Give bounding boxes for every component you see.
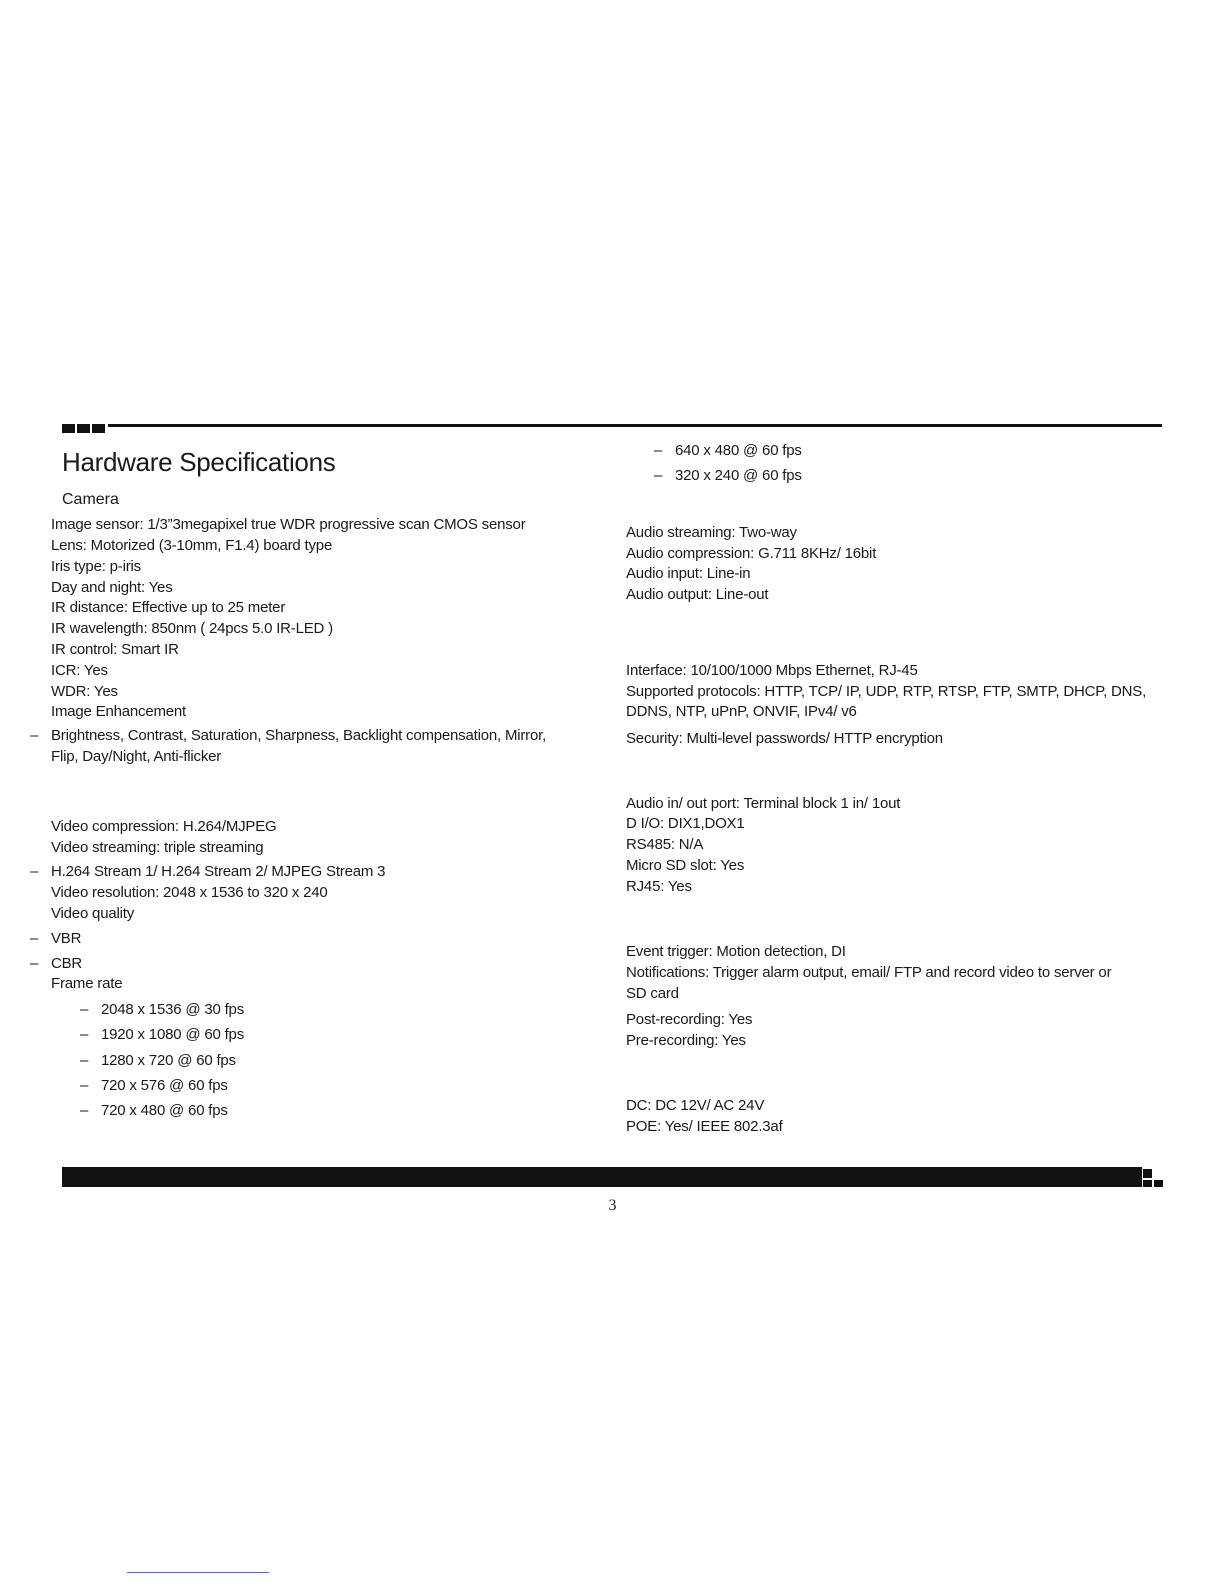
bullet-dash: – bbox=[80, 1077, 89, 1094]
spec-protocols-cont: DDNS, NTP, uPnP, ONVIF, IPv4/ v6 bbox=[626, 703, 857, 720]
spec-frame-rate: Frame rate bbox=[51, 975, 123, 992]
spec-day-night: Day and night: Yes bbox=[51, 579, 173, 596]
header-square-3 bbox=[92, 424, 105, 433]
footer-bar bbox=[62, 1167, 1142, 1187]
spec-enhancement-list: Brightness, Contrast, Saturation, Sharpness, Backlight compensation, Mirror, bbox=[51, 727, 547, 744]
bullet-dash: – bbox=[80, 1026, 89, 1043]
spec-protocols: Supported protocols: HTTP, TCP/ IP, UDP, RTP, RTSP, FTP, SMTP, DHCP, DNS, bbox=[626, 683, 1147, 700]
spec-audio-output: Audio output: Line-out bbox=[626, 586, 769, 603]
bullet-dash: – bbox=[80, 1052, 89, 1069]
spec-post-recording: Post-recording: Yes bbox=[626, 1011, 753, 1028]
header-rule bbox=[108, 424, 1162, 427]
footer-square-3 bbox=[1154, 1180, 1163, 1187]
footer-square-1 bbox=[1143, 1169, 1152, 1178]
spec-enhancement-list-cont: Flip, Day/Night, Anti-flicker bbox=[51, 748, 222, 765]
spec-image-sensor: Image sensor: 1/3”3megapixel true WDR progressive scan CMOS sensor bbox=[51, 516, 526, 533]
spec-audio-streaming: Audio streaming: Two-way bbox=[626, 524, 797, 541]
spec-fps-item: 640 x 480 @ 60 fps bbox=[675, 442, 802, 459]
bullet-dash: – bbox=[80, 1001, 89, 1018]
spec-vbr: VBR bbox=[51, 930, 82, 947]
spec-audio-compression: Audio compression: G.711 8KHz/ 16bit bbox=[626, 545, 877, 562]
spec-ir-distance: IR distance: Effective up to 25 meter bbox=[51, 599, 286, 616]
spec-audio-port: Audio in/ out port: Terminal block 1 in/ 1out bbox=[626, 795, 901, 812]
spec-video-quality: Video quality bbox=[51, 905, 135, 922]
bullet-dash: – bbox=[80, 1102, 89, 1119]
bullet-dash: – bbox=[30, 955, 39, 972]
spec-audio-input: Audio input: Line-in bbox=[626, 565, 751, 582]
spec-ir-wavelength: IR wavelength: 850nm ( 24pcs 5.0 IR-LED ) bbox=[51, 620, 333, 637]
bullet-dash: – bbox=[30, 930, 39, 947]
spec-video-resolution: Video resolution: 2048 x 1536 to 320 x 240 bbox=[51, 884, 328, 901]
spec-cbr: CBR bbox=[51, 955, 83, 972]
page-title: Hardware Specifications bbox=[62, 447, 336, 477]
spec-icr: ICR: Yes bbox=[51, 662, 108, 679]
link-underline bbox=[127, 1572, 269, 1573]
footer-square-2 bbox=[1143, 1180, 1152, 1187]
spec-security: Security: Multi-level passwords/ HTTP encryption bbox=[626, 730, 943, 747]
bullet-dash: – bbox=[30, 727, 39, 744]
header-square-2 bbox=[77, 424, 90, 433]
spec-dio: D I/O: DIX1,DOX1 bbox=[626, 815, 745, 832]
spec-video-compression: Video compression: H.264/MJPEG bbox=[51, 818, 277, 835]
spec-notifications-cont: SD card bbox=[626, 985, 679, 1002]
spec-iris-type: Iris type: p-iris bbox=[51, 558, 141, 575]
spec-video-streaming: Video streaming: triple streaming bbox=[51, 839, 264, 856]
bullet-dash: – bbox=[30, 863, 39, 880]
page-number: 3 bbox=[608, 1197, 617, 1214]
spec-dc-power: DC: DC 12V/ AC 24V bbox=[626, 1097, 765, 1114]
spec-fps-item: 720 x 480 @ 60 fps bbox=[101, 1102, 228, 1119]
header-square-1 bbox=[62, 424, 75, 433]
bullet-dash: – bbox=[654, 442, 663, 459]
section-heading-camera: Camera bbox=[62, 491, 119, 508]
spec-fps-item: 2048 x 1536 @ 30 fps bbox=[101, 1001, 244, 1018]
spec-fps-item: 1920 x 1080 @ 60 fps bbox=[101, 1026, 244, 1043]
spec-pre-recording: Pre-recording: Yes bbox=[626, 1032, 746, 1049]
spec-streams: H.264 Stream 1/ H.264 Stream 2/ MJPEG Stream 3 bbox=[51, 863, 386, 880]
spec-ir-control: IR control: Smart IR bbox=[51, 641, 179, 658]
spec-rs485: RS485: N/A bbox=[626, 836, 704, 853]
spec-lens: Lens: Motorized (3-10mm, F1.4) board type bbox=[51, 537, 333, 554]
spec-wdr: WDR: Yes bbox=[51, 683, 118, 700]
spec-micro-sd: Micro SD slot: Yes bbox=[626, 857, 745, 874]
spec-notifications: Notifications: Trigger alarm output, email/ FTP and record video to server or bbox=[626, 964, 1112, 981]
spec-interface: Interface: 10/100/1000 Mbps Ethernet, RJ-45 bbox=[626, 662, 918, 679]
spec-fps-item: 1280 x 720 @ 60 fps bbox=[101, 1052, 236, 1069]
spec-rj45: RJ45: Yes bbox=[626, 878, 692, 895]
spec-poe: POE: Yes/ IEEE 802.3af bbox=[626, 1118, 783, 1135]
spec-fps-item: 720 x 576 @ 60 fps bbox=[101, 1077, 228, 1094]
bullet-dash: – bbox=[654, 467, 663, 484]
spec-fps-item: 320 x 240 @ 60 fps bbox=[675, 467, 802, 484]
spec-event-trigger: Event trigger: Motion detection, DI bbox=[626, 943, 846, 960]
spec-image-enhancement: Image Enhancement bbox=[51, 703, 187, 720]
